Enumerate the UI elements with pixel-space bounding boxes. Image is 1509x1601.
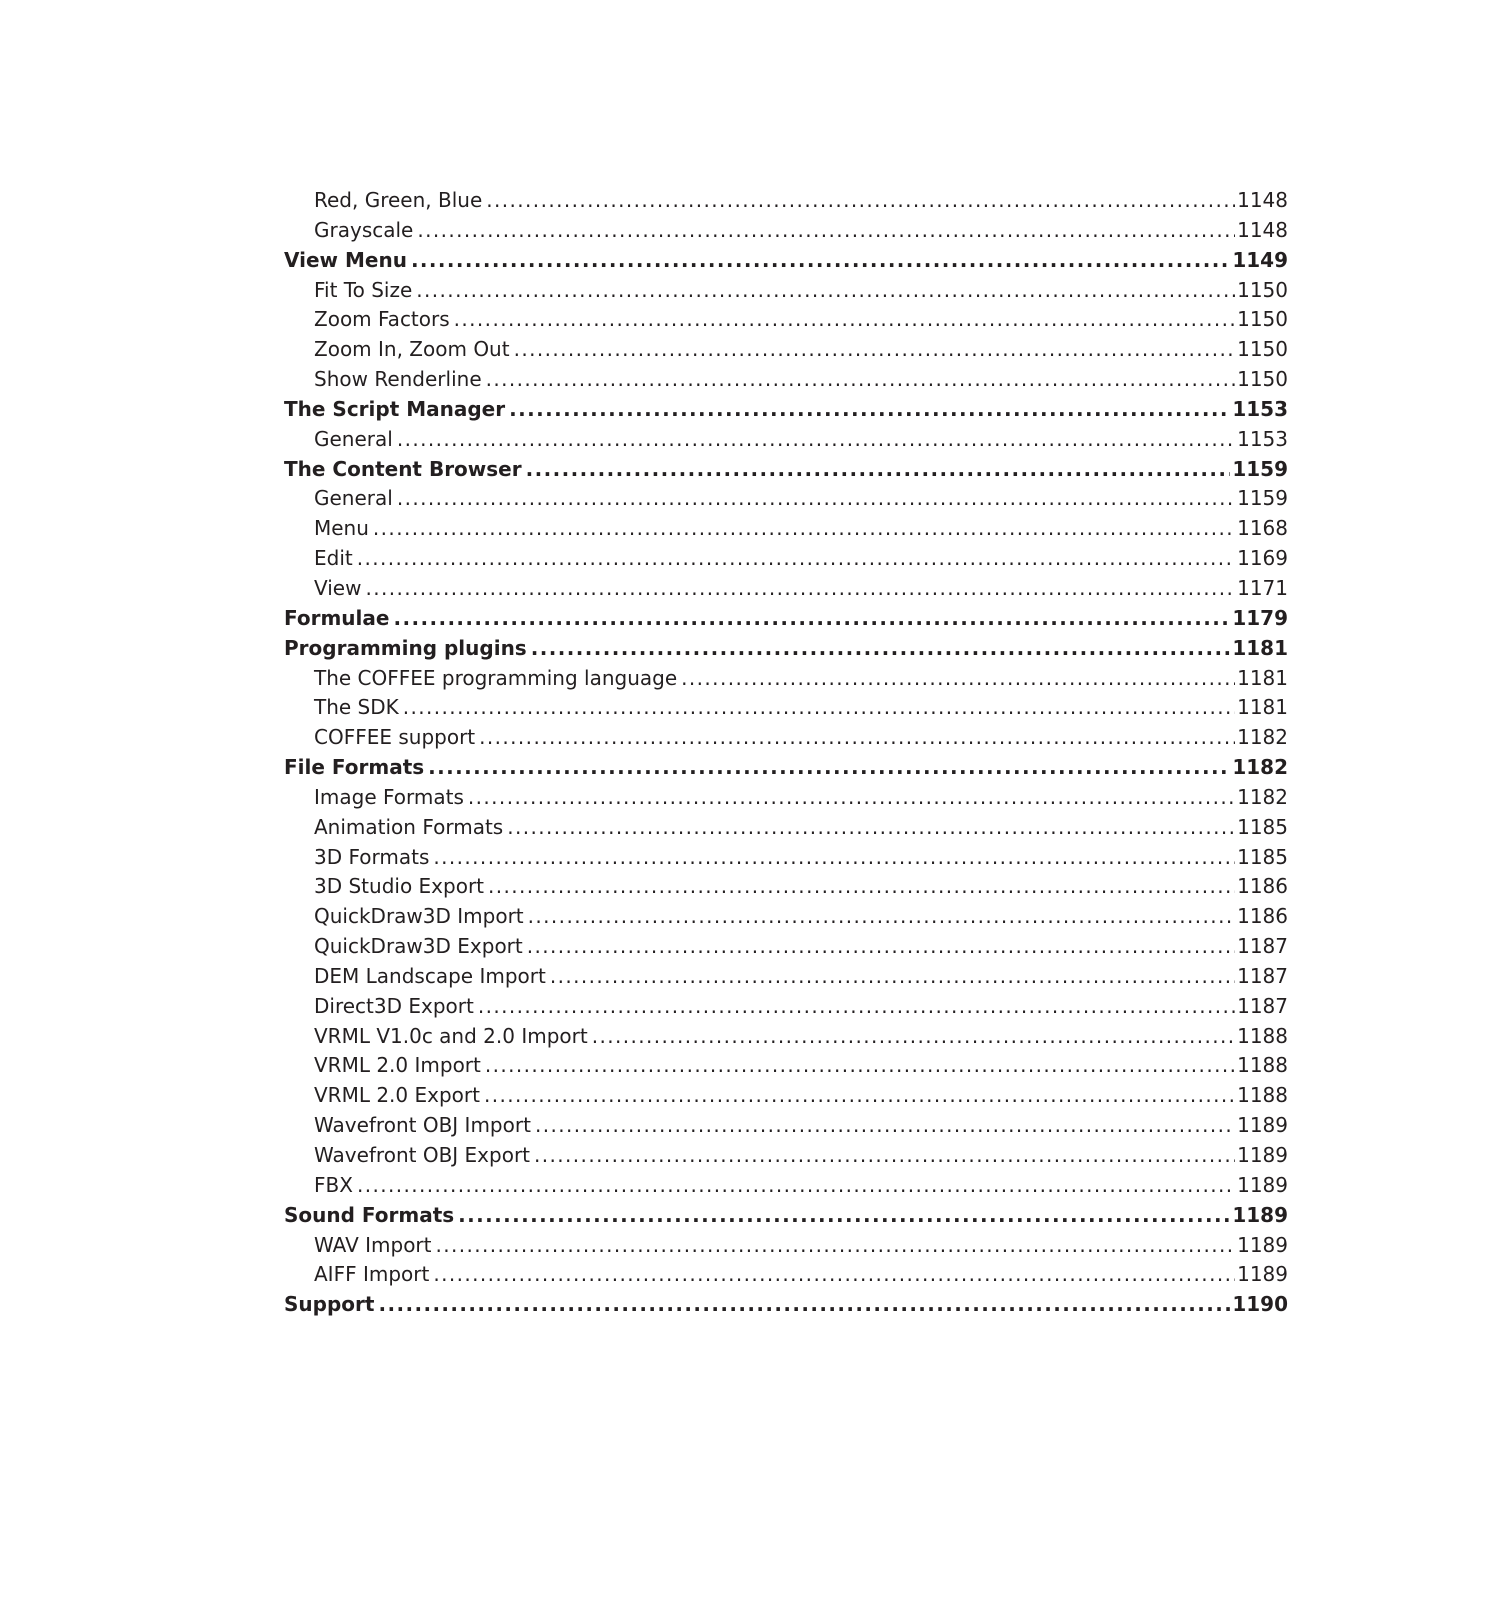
toc-section[interactable] — [284, 1201, 1288, 1231]
toc-entry[interactable] — [284, 305, 1288, 335]
toc-entry[interactable] — [284, 484, 1288, 514]
dot-leader — [416, 276, 1235, 306]
toc-entry[interactable] — [284, 992, 1288, 1022]
toc-entry-page: 1189 — [1237, 1113, 1288, 1138]
toc-entry-title: General — [314, 486, 393, 511]
toc-entry-page: 1159 — [1237, 486, 1288, 511]
toc-entry[interactable] — [284, 1111, 1288, 1141]
toc-entry-page: 1150 — [1237, 367, 1288, 392]
toc-entry-title: Zoom Factors — [314, 307, 450, 332]
toc-entry-page: 1182 — [1237, 725, 1288, 750]
toc-section-page: 1179 — [1232, 605, 1288, 630]
toc-entry[interactable] — [284, 783, 1288, 813]
toc-section-title: The Script Manager — [284, 396, 506, 421]
toc-entry-page: 1186 — [1237, 874, 1288, 899]
toc-entry-page: 1150 — [1237, 337, 1288, 362]
dot-leader — [527, 932, 1235, 962]
dot-leader — [485, 1051, 1235, 1081]
toc-entry-title: 3D Studio Export — [314, 874, 485, 899]
dot-leader — [436, 1231, 1236, 1261]
toc-entry[interactable] — [284, 335, 1288, 365]
toc-entry-title: Animation Formats — [314, 814, 504, 839]
toc-entry-title: Fit To Size — [314, 277, 413, 302]
toc-entry-page: 1188 — [1237, 1083, 1288, 1108]
dot-leader — [507, 813, 1235, 843]
toc-section-title: Formulae — [284, 605, 390, 630]
dot-leader — [488, 872, 1235, 902]
toc-entry-title: FBX — [314, 1172, 353, 1197]
toc-section-page: 1149 — [1232, 247, 1288, 272]
toc-entry[interactable] — [284, 544, 1288, 574]
dot-leader — [403, 693, 1235, 723]
toc-section-title: Support — [284, 1292, 375, 1317]
toc-entry-page: 1150 — [1237, 307, 1288, 332]
toc-section-page: 1153 — [1232, 396, 1288, 421]
toc-entry[interactable] — [284, 813, 1288, 843]
toc-entry[interactable] — [284, 872, 1288, 902]
toc-section[interactable] — [284, 634, 1288, 664]
toc-entry-page: 1185 — [1237, 844, 1288, 869]
dot-leader — [534, 1141, 1235, 1171]
dot-leader — [531, 634, 1231, 664]
toc-entry-title: QuickDraw3D Export — [314, 934, 523, 959]
toc-section-title: Programming plugins — [284, 635, 527, 660]
toc-entry-title: WAV Import — [314, 1232, 432, 1257]
toc-section[interactable] — [284, 455, 1288, 485]
dot-leader — [681, 664, 1235, 694]
toc-section-page: 1190 — [1232, 1292, 1288, 1317]
toc-entry-title: The COFFEE programming language — [314, 665, 678, 690]
toc-section-title: Sound Formats — [284, 1202, 455, 1227]
dot-leader — [526, 455, 1231, 485]
toc-section-page: 1182 — [1232, 755, 1288, 780]
toc-entry-title: Direct3D Export — [314, 993, 474, 1018]
toc-entry-page: 1148 — [1237, 188, 1288, 212]
dot-leader — [393, 604, 1230, 634]
toc-entry-title: Zoom In, Zoom Out — [314, 337, 510, 362]
toc-entry[interactable] — [284, 186, 1288, 216]
dot-leader — [373, 514, 1235, 544]
dot-leader — [535, 1111, 1235, 1141]
dot-leader — [357, 1171, 1235, 1201]
toc-entry[interactable] — [284, 902, 1288, 932]
toc-entry-page: 1181 — [1237, 695, 1288, 720]
dot-leader — [478, 992, 1235, 1022]
dot-leader — [458, 1201, 1230, 1231]
toc-entry-title: Grayscale — [314, 217, 414, 242]
toc-entry[interactable] — [284, 1081, 1288, 1111]
toc-entry-page: 1182 — [1237, 784, 1288, 809]
toc-entry-title: Red, Green, Blue — [314, 188, 483, 212]
dot-leader — [479, 723, 1235, 753]
toc-entry[interactable] — [284, 1231, 1288, 1261]
toc-entry-page: 1185 — [1237, 814, 1288, 839]
toc-entry-page: 1189 — [1237, 1172, 1288, 1197]
toc-section-title: View Menu — [284, 247, 407, 272]
toc-entry[interactable] — [284, 1051, 1288, 1081]
toc-entry-title: View — [314, 575, 362, 600]
toc-entry-page: 1171 — [1237, 575, 1288, 600]
dot-leader — [528, 902, 1235, 932]
toc-section[interactable] — [284, 246, 1288, 276]
toc-entry-page: 1189 — [1237, 1232, 1288, 1257]
toc-entry-page: 1187 — [1237, 993, 1288, 1018]
toc-entry-title: COFFEE support — [314, 725, 476, 750]
toc-entry-page: 1186 — [1237, 904, 1288, 929]
toc-entry[interactable] — [284, 216, 1288, 246]
dot-leader — [468, 783, 1235, 813]
toc-entry[interactable] — [284, 962, 1288, 992]
toc-entry[interactable] — [284, 664, 1288, 694]
toc-entry[interactable] — [284, 1171, 1288, 1201]
toc-entry-title: VRML V1.0c and 2.0 Import — [314, 1023, 588, 1048]
toc-entry[interactable] — [284, 276, 1288, 306]
toc-section-page: 1159 — [1232, 456, 1288, 481]
toc-entry[interactable] — [284, 365, 1288, 395]
toc-entry-page: 1187 — [1237, 963, 1288, 988]
toc-entry[interactable] — [284, 1141, 1288, 1171]
toc-entry-page: 1188 — [1237, 1053, 1288, 1078]
dot-leader — [428, 753, 1230, 783]
toc-entry-page: 1189 — [1237, 1262, 1288, 1287]
dot-leader — [486, 365, 1235, 395]
toc-section-title: File Formats — [284, 755, 425, 780]
toc-entry-title: QuickDraw3D Import — [314, 904, 524, 929]
toc-section-title: The Content Browser — [284, 456, 522, 481]
toc-entry-title: General — [314, 426, 393, 451]
dot-leader — [378, 1290, 1230, 1320]
toc-entry[interactable] — [284, 425, 1288, 455]
dot-leader — [365, 574, 1235, 604]
toc-section[interactable] — [284, 753, 1288, 783]
toc-entry[interactable] — [284, 932, 1288, 962]
toc-entry-page: 1148 — [1237, 217, 1288, 242]
toc-section[interactable] — [284, 1290, 1288, 1320]
toc-entry[interactable] — [284, 514, 1288, 544]
dot-leader — [357, 544, 1235, 574]
dot-leader — [417, 216, 1235, 246]
dot-leader — [486, 186, 1235, 216]
toc-entry-title: Menu — [314, 516, 369, 541]
dot-leader — [514, 335, 1236, 365]
dot-leader — [484, 1081, 1235, 1111]
toc-entry-title: Wavefront OBJ Export — [314, 1143, 531, 1167]
dot-leader — [397, 484, 1235, 514]
toc-entry-title: AIFF Import — [314, 1262, 430, 1287]
toc-entry[interactable] — [284, 723, 1288, 753]
toc-entry-page: 1189 — [1237, 1143, 1288, 1167]
dot-leader — [454, 305, 1235, 335]
toc-entry-title: The SDK — [314, 695, 399, 720]
toc-entry-page: 1153 — [1237, 426, 1288, 451]
toc-entry-page: 1187 — [1237, 934, 1288, 959]
toc-section[interactable] — [284, 604, 1288, 634]
toc-entry-page: 1150 — [1237, 277, 1288, 302]
toc-entry[interactable] — [284, 1260, 1288, 1290]
toc-entry-title: 3D Formats — [314, 844, 430, 869]
toc-entry-title: VRML 2.0 Export — [314, 1083, 480, 1108]
toc-entry-page: 1169 — [1237, 546, 1288, 571]
toc-entry-title: Image Formats — [314, 784, 464, 809]
dot-leader — [433, 843, 1235, 873]
dot-leader — [397, 425, 1235, 455]
toc-section-page: 1189 — [1232, 1202, 1288, 1227]
toc-entry[interactable] — [284, 574, 1288, 604]
toc-entry[interactable] — [284, 1022, 1288, 1052]
dot-leader — [509, 395, 1230, 425]
toc-entry-title: DEM Landscape Import — [314, 963, 546, 988]
toc-entry-page: 1188 — [1237, 1023, 1288, 1048]
toc-entry[interactable] — [284, 843, 1288, 873]
toc-entry-title: VRML 2.0 Import — [314, 1053, 481, 1078]
toc-section[interactable] — [284, 395, 1288, 425]
toc-entry-page: 1181 — [1237, 665, 1288, 690]
dot-leader — [592, 1022, 1235, 1052]
toc-section-page: 1181 — [1232, 635, 1288, 660]
toc-entry[interactable] — [284, 693, 1288, 723]
dot-leader — [411, 246, 1230, 276]
dot-leader — [550, 962, 1235, 992]
table-of-contents — [284, 186, 1288, 1320]
toc-entry-title: Show Renderline — [314, 367, 482, 392]
toc-entry-title: Wavefront OBJ Import — [314, 1113, 531, 1138]
toc-entry-page: 1168 — [1237, 516, 1288, 541]
toc-entry-title: Edit — [314, 546, 353, 571]
dot-leader — [433, 1260, 1235, 1290]
